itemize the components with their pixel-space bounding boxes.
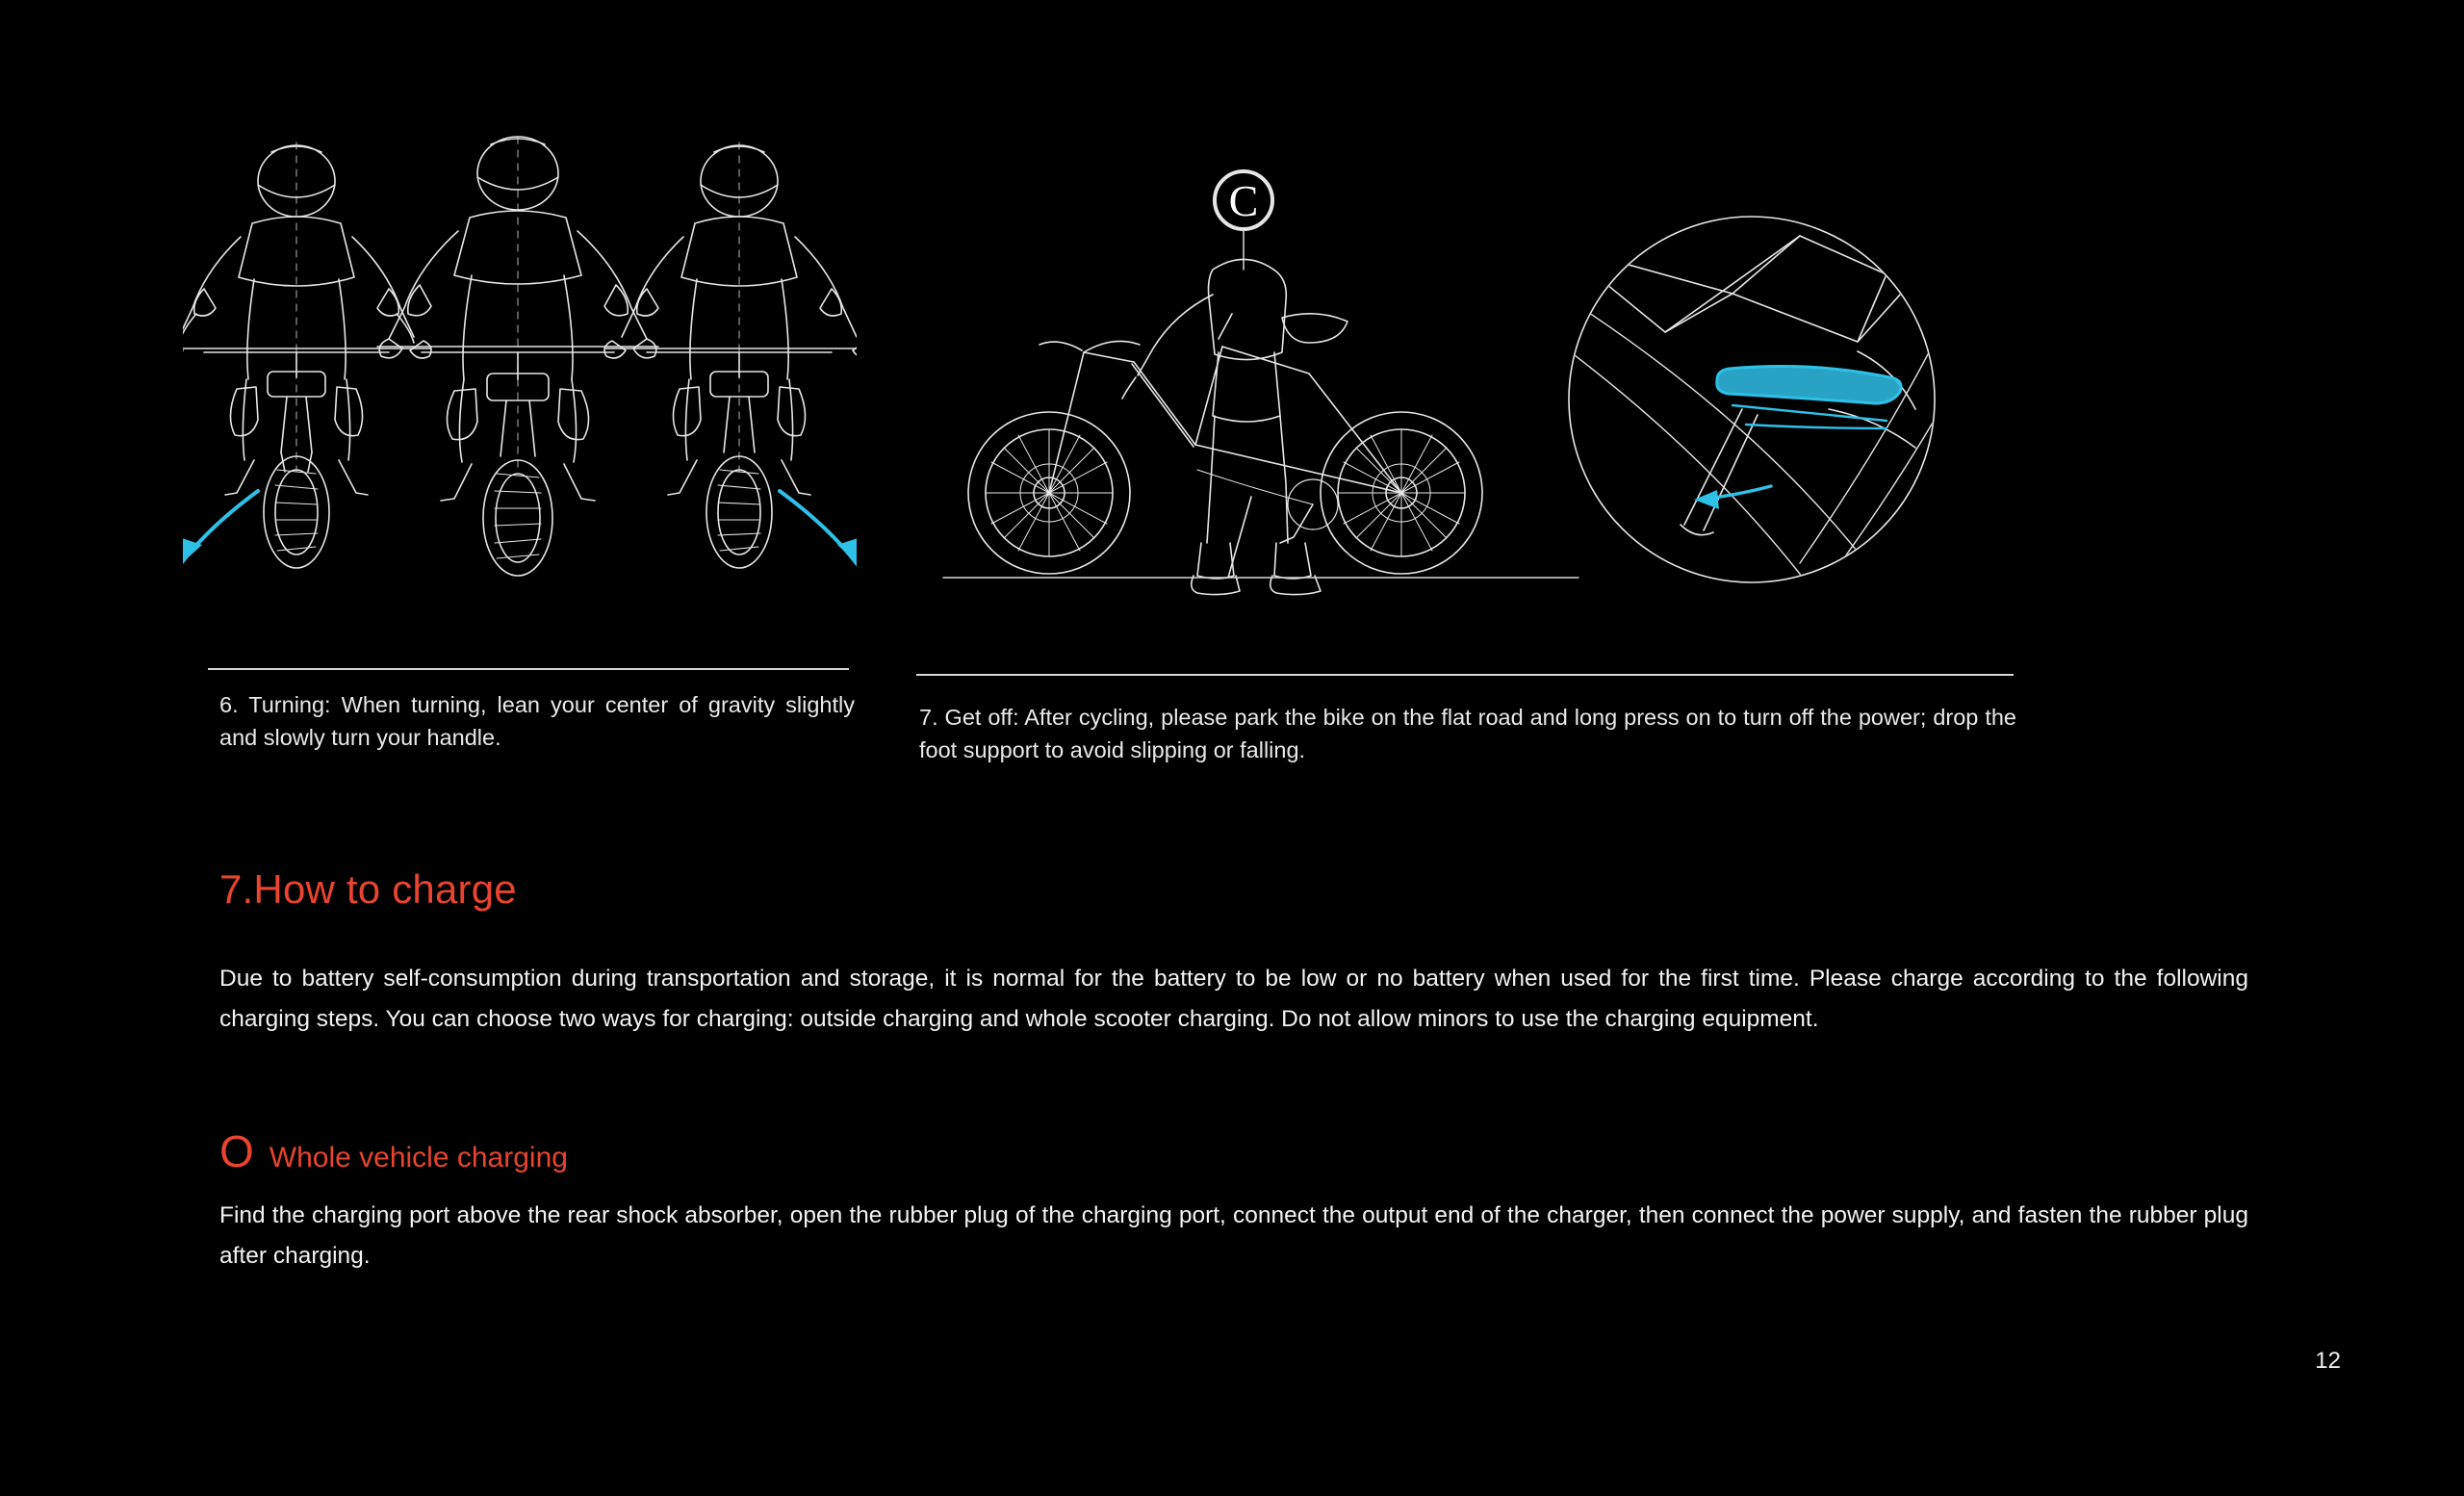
- ground-line-left: [208, 668, 849, 670]
- subsection-whole-vehicle-charging: [219, 1126, 568, 1176]
- bullet-icon: O: [219, 1126, 254, 1176]
- turn-arrow-right: [780, 491, 857, 566]
- caption-turning: 6. Turning: When turning, lean your center of gravity slightly and slowly turn your handle.: [219, 692, 855, 751]
- page-number: 12: [2315, 1348, 2341, 1374]
- ground-line-right: [916, 674, 2014, 676]
- section-title-how-to-charge: 7.How to charge: [219, 866, 517, 912]
- power-button-callout: [1215, 171, 1272, 229]
- figure-row: [0, 116, 2464, 674]
- kickstand-detail-illustration: [1540, 207, 2021, 659]
- paragraph-charging-intro: Due to battery self-consumption during transportation and storage, it is normal for the battery to be low or no battery when used for the first time. Please charge according to the following charging steps. You can choose two ways for charging: outside charging and whole scooter charging. Do not allow minors to use the charging equipment.: [219, 966, 2248, 1033]
- get-off-illustration: [905, 125, 1598, 674]
- turn-arrow-left: [183, 491, 258, 566]
- caption-get-off: 7. Get off: After cycling, please park the bike on the flat road and long press on to turn off the power; drop the foot support to avoid slipping or falling.: [919, 705, 2016, 763]
- subsection-label: Whole vehicle charging: [269, 1142, 568, 1174]
- drop-arrow: [1694, 486, 1771, 509]
- paragraph-whole-vehicle-charging: Find the charging port above the rear shock absorber, open the rubber plug of the charging port, connect the output end of the charger, then connect the power supply, and fasten the rubber plug after charging.: [219, 1202, 2248, 1270]
- turning-illustration: [183, 135, 857, 674]
- svg-text:C: C: [1228, 176, 1259, 225]
